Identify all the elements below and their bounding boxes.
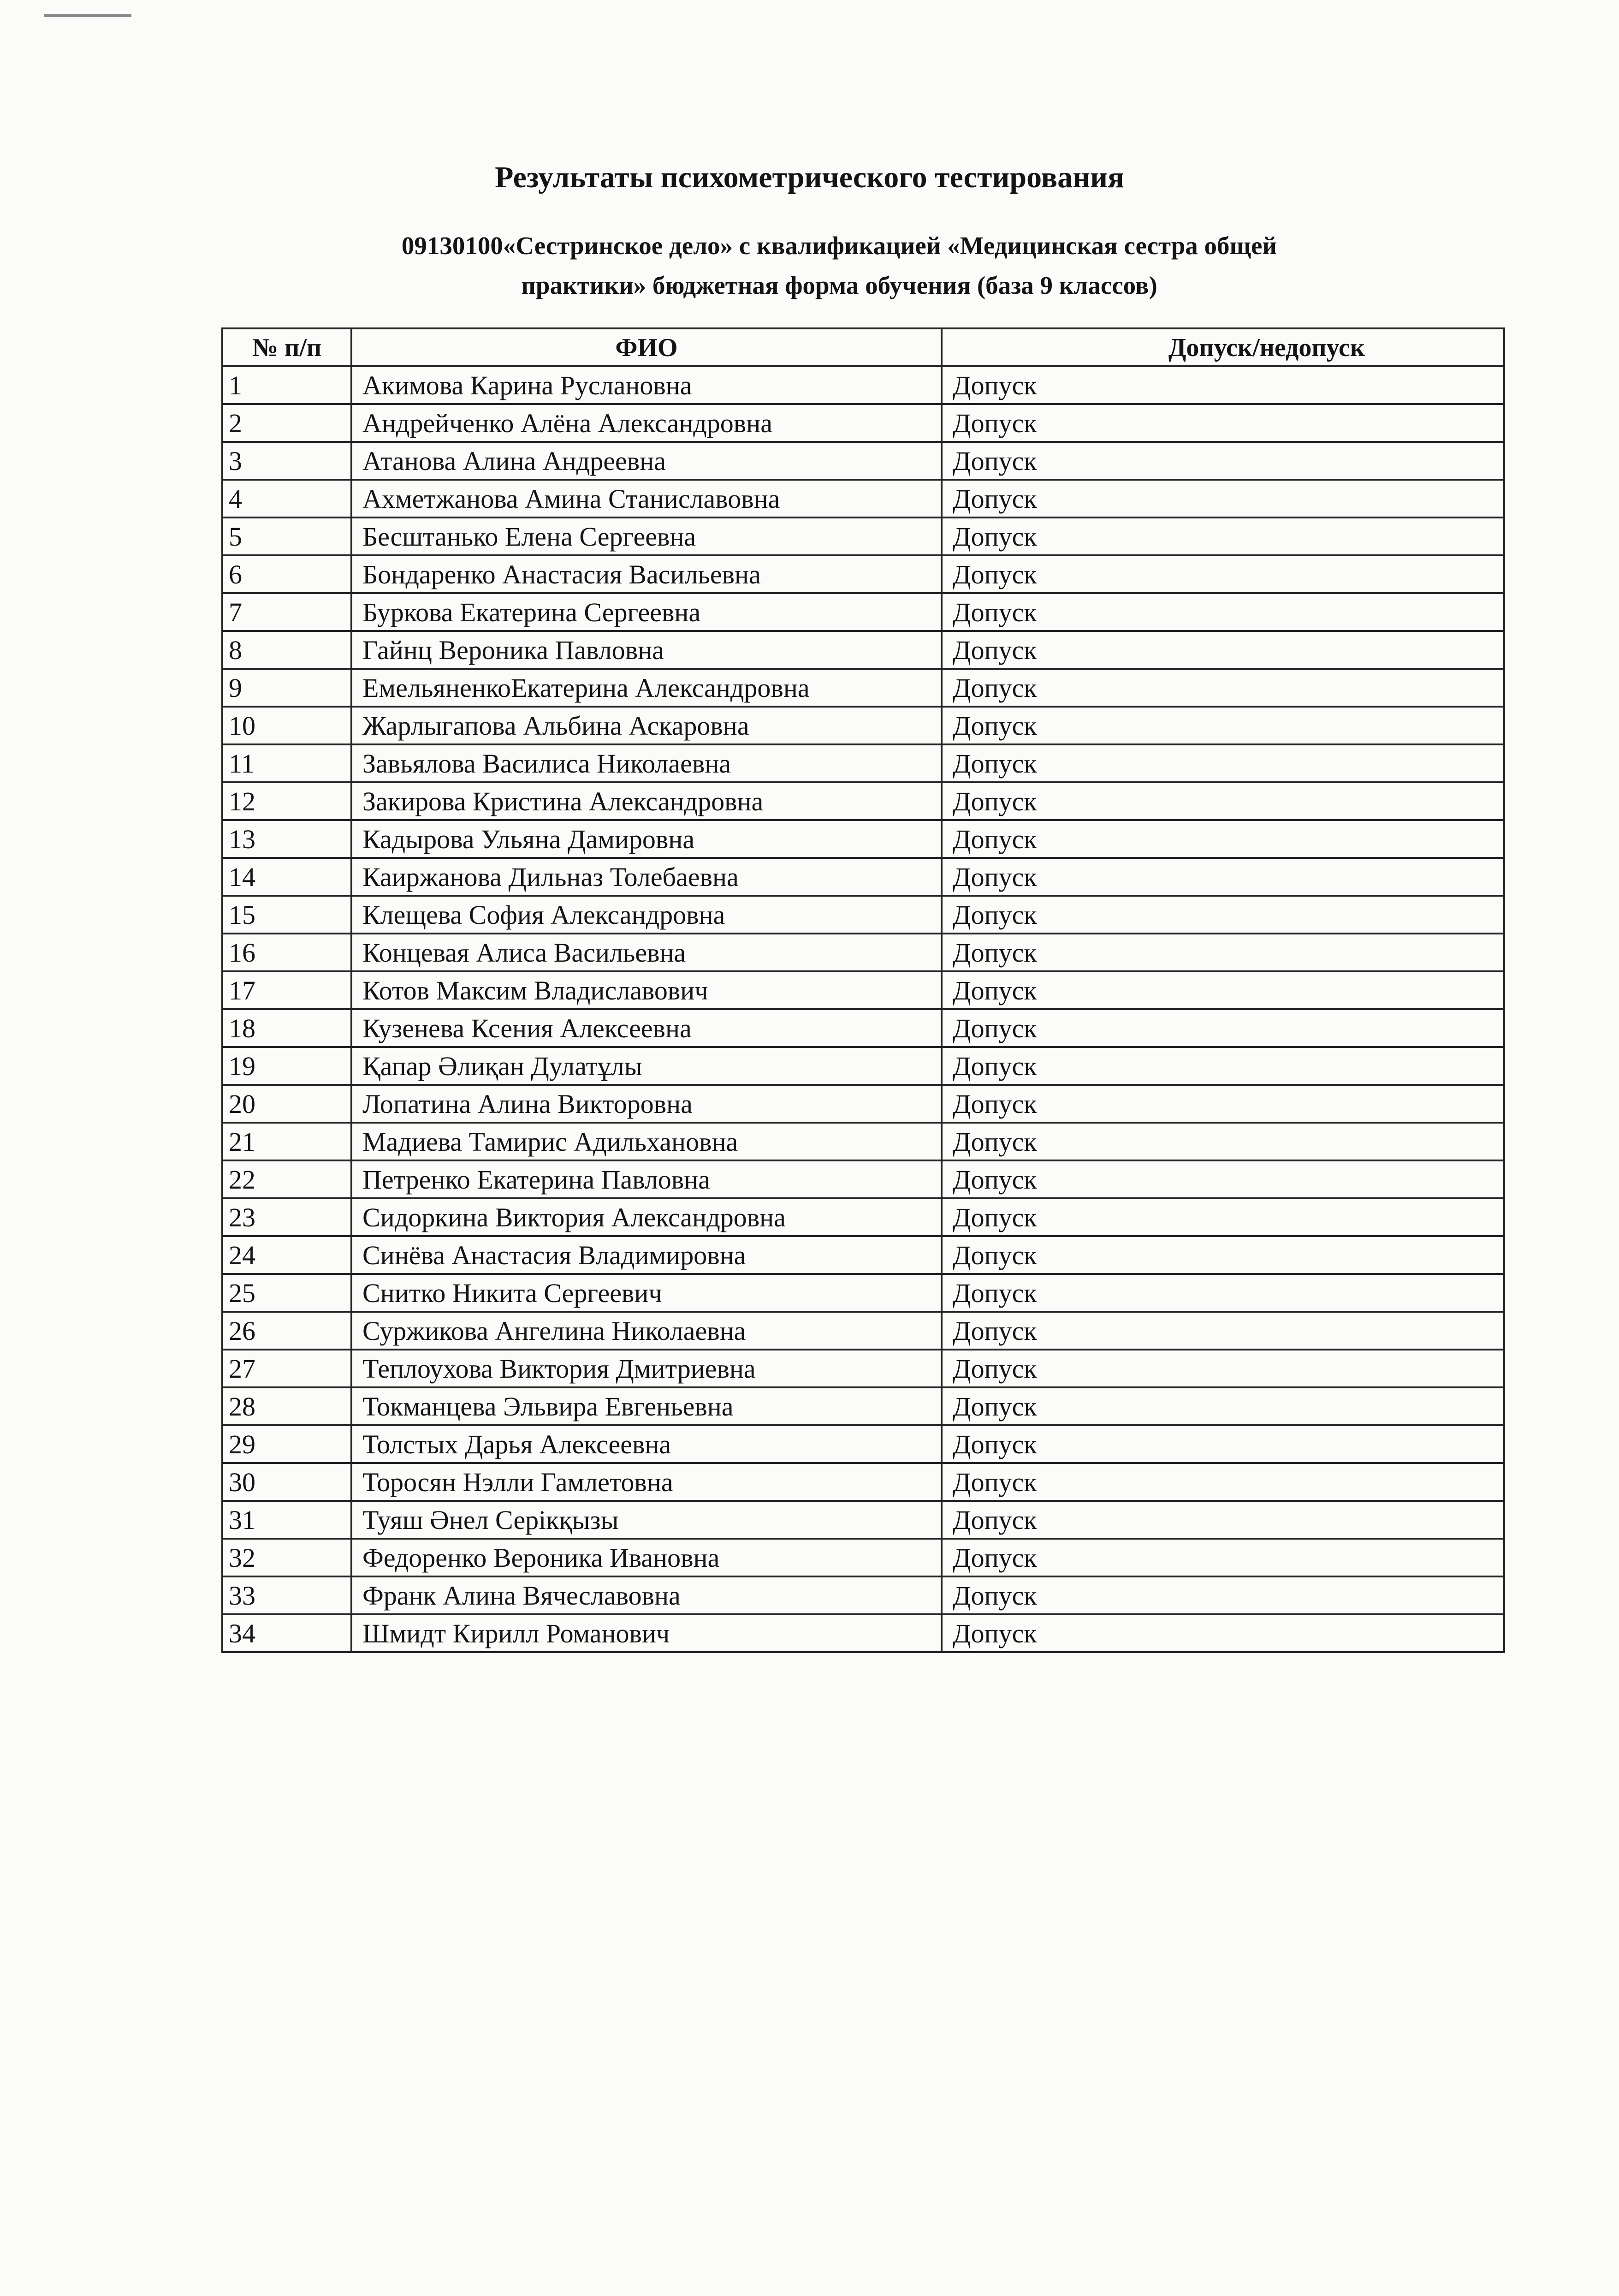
row-number: 34 bbox=[222, 1614, 351, 1652]
row-admission-status: Допуск bbox=[942, 1614, 1504, 1652]
row-admission-status: Допуск bbox=[942, 1047, 1504, 1085]
row-admission-status: Допуск bbox=[942, 934, 1504, 971]
row-number: 13 bbox=[222, 820, 351, 858]
row-admission-status: Допуск bbox=[942, 1236, 1504, 1274]
row-admission-status: Допуск bbox=[942, 1160, 1504, 1198]
row-full-name: Каиржанова Дильназ Толебаевна bbox=[351, 858, 942, 896]
header-admission: Допуск/недопуск bbox=[942, 328, 1504, 366]
row-full-name: Закирова Кристина Александровна bbox=[351, 782, 942, 820]
row-admission-status: Допуск bbox=[942, 858, 1504, 896]
table-row bbox=[222, 1614, 1504, 1652]
row-full-name: Кузенева Ксения Алексеевна bbox=[351, 1009, 942, 1047]
row-number: 19 bbox=[222, 1047, 351, 1085]
table-row bbox=[222, 820, 1504, 858]
table-row bbox=[222, 896, 1504, 934]
row-admission-status: Допуск bbox=[942, 707, 1504, 744]
table-row bbox=[222, 442, 1504, 480]
row-admission-status: Допуск bbox=[942, 1009, 1504, 1047]
table-row bbox=[222, 934, 1504, 971]
table-row bbox=[222, 1576, 1504, 1614]
table-row bbox=[222, 1047, 1504, 1085]
table-row bbox=[222, 744, 1504, 782]
row-number: 11 bbox=[222, 744, 351, 782]
results-table bbox=[221, 327, 1505, 1653]
row-admission-status: Допуск bbox=[942, 1123, 1504, 1160]
row-number: 33 bbox=[222, 1576, 351, 1614]
row-full-name: Акимова Карина Руслановна bbox=[351, 366, 942, 404]
row-admission-status: Допуск bbox=[942, 517, 1504, 555]
row-number: 16 bbox=[222, 934, 351, 971]
row-admission-status: Допуск bbox=[942, 1350, 1504, 1387]
table-row bbox=[222, 631, 1504, 669]
row-number: 14 bbox=[222, 858, 351, 896]
row-number: 12 bbox=[222, 782, 351, 820]
row-number: 27 bbox=[222, 1350, 351, 1387]
row-admission-status: Допуск bbox=[942, 404, 1504, 442]
table-row bbox=[222, 593, 1504, 631]
row-number: 10 bbox=[222, 707, 351, 744]
row-number: 25 bbox=[222, 1274, 351, 1312]
table-row bbox=[222, 1387, 1504, 1425]
table-row bbox=[222, 1425, 1504, 1463]
row-full-name: Кадырова Ульяна Дамировна bbox=[351, 820, 942, 858]
row-number: 30 bbox=[222, 1463, 351, 1501]
row-number: 20 bbox=[222, 1085, 351, 1123]
row-admission-status: Допуск bbox=[942, 1312, 1504, 1350]
row-full-name: Жарлыгапова Альбина Аскаровна bbox=[351, 707, 942, 744]
table-row bbox=[222, 366, 1504, 404]
table-row bbox=[222, 707, 1504, 744]
row-number: 24 bbox=[222, 1236, 351, 1274]
table-row bbox=[222, 1463, 1504, 1501]
row-full-name: Синёва Анастасия Владимировна bbox=[351, 1236, 942, 1274]
table-row bbox=[222, 1274, 1504, 1312]
row-full-name: Суржикова Ангелина Николаевна bbox=[351, 1312, 942, 1350]
row-number: 23 bbox=[222, 1198, 351, 1236]
row-number: 6 bbox=[222, 555, 351, 593]
row-full-name: Завьялова Василиса Николаевна bbox=[351, 744, 942, 782]
row-full-name: Концевая Алиса Васильевна bbox=[351, 934, 942, 971]
table-row bbox=[222, 480, 1504, 517]
table-row bbox=[222, 858, 1504, 896]
row-admission-status: Допуск bbox=[942, 896, 1504, 934]
row-full-name: Торосян Нэлли Гамлетовна bbox=[351, 1463, 942, 1501]
row-admission-status: Допуск bbox=[942, 971, 1504, 1009]
row-full-name: Сидоркина Виктория Александровна bbox=[351, 1198, 942, 1236]
row-full-name: Гайнц Вероника Павловна bbox=[351, 631, 942, 669]
row-number: 29 bbox=[222, 1425, 351, 1463]
row-admission-status: Допуск bbox=[942, 593, 1504, 631]
table-row bbox=[222, 1123, 1504, 1160]
row-admission-status: Допуск bbox=[942, 744, 1504, 782]
row-number: 17 bbox=[222, 971, 351, 1009]
table-body bbox=[222, 366, 1504, 1652]
row-admission-status: Допуск bbox=[942, 555, 1504, 593]
table-row bbox=[222, 1009, 1504, 1047]
table-row bbox=[222, 1350, 1504, 1387]
row-admission-status: Допуск bbox=[942, 1085, 1504, 1123]
row-full-name: Туяш Әнел Серікқызы bbox=[351, 1501, 942, 1539]
row-number: 18 bbox=[222, 1009, 351, 1047]
table-row bbox=[222, 1085, 1504, 1123]
row-number: 2 bbox=[222, 404, 351, 442]
table-row bbox=[222, 1539, 1504, 1576]
row-admission-status: Допуск bbox=[942, 1539, 1504, 1576]
row-full-name: Бесштанько Елена Сергеевна bbox=[351, 517, 942, 555]
row-full-name: Котов Максим Владиславович bbox=[351, 971, 942, 1009]
table-row bbox=[222, 971, 1504, 1009]
row-full-name: Снитко Никита Сергеевич bbox=[351, 1274, 942, 1312]
table-row bbox=[222, 782, 1504, 820]
row-full-name: ЕмельяненкоЕкатерина Александровна bbox=[351, 669, 942, 707]
row-full-name: Андрейченко Алёна Александровна bbox=[351, 404, 942, 442]
row-admission-status: Допуск bbox=[942, 631, 1504, 669]
subtitle-line-2: практики» бюджетная форма обучения (база 9 классов) bbox=[521, 271, 1157, 299]
row-admission-status: Допуск bbox=[942, 442, 1504, 480]
table-row bbox=[222, 555, 1504, 593]
row-full-name: Теплоухова Виктория Дмитриевна bbox=[351, 1350, 942, 1387]
table-row bbox=[222, 517, 1504, 555]
row-number: 32 bbox=[222, 1539, 351, 1576]
row-full-name: Қапар Әлиқан Дулатұлы bbox=[351, 1047, 942, 1085]
row-admission-status: Допуск bbox=[942, 782, 1504, 820]
row-full-name: Буркова Екатерина Сергеевна bbox=[351, 593, 942, 631]
row-full-name: Бондаренко Анастасия Васильевна bbox=[351, 555, 942, 593]
table-row bbox=[222, 1160, 1504, 1198]
row-admission-status: Допуск bbox=[942, 1198, 1504, 1236]
row-full-name: Толстых Дарья Алексеевна bbox=[351, 1425, 942, 1463]
header-number: № п/п bbox=[222, 328, 351, 366]
page-subtitle bbox=[240, 226, 1439, 305]
row-number: 26 bbox=[222, 1312, 351, 1350]
row-admission-status: Допуск bbox=[942, 1387, 1504, 1425]
row-full-name: Ахметжанова Амина Станиславовна bbox=[351, 480, 942, 517]
row-full-name: Токманцева Эльвира Евгеньевна bbox=[351, 1387, 942, 1425]
row-full-name: Клещева София Александровна bbox=[351, 896, 942, 934]
row-admission-status: Допуск bbox=[942, 480, 1504, 517]
row-number: 9 bbox=[222, 669, 351, 707]
row-number: 21 bbox=[222, 1123, 351, 1160]
table-row bbox=[222, 1236, 1504, 1274]
row-number: 5 bbox=[222, 517, 351, 555]
table-row bbox=[222, 669, 1504, 707]
corner-pencil-mark bbox=[44, 14, 131, 17]
table-row bbox=[222, 1501, 1504, 1539]
table-row bbox=[222, 1198, 1504, 1236]
subtitle-line-1: 09130100«Сестринское дело» с квалификацией «Медицинская сестра общей bbox=[401, 232, 1277, 260]
table-row bbox=[222, 404, 1504, 442]
row-number: 22 bbox=[222, 1160, 351, 1198]
row-full-name: Шмидт Кирилл Романович bbox=[351, 1614, 942, 1652]
row-admission-status: Допуск bbox=[942, 366, 1504, 404]
page-title: Результаты психометрического тестирования bbox=[495, 161, 1124, 194]
row-admission-status: Допуск bbox=[942, 1576, 1504, 1614]
row-admission-status: Допуск bbox=[942, 1463, 1504, 1501]
table-header-row bbox=[222, 328, 1504, 366]
row-number: 28 bbox=[222, 1387, 351, 1425]
row-admission-status: Допуск bbox=[942, 820, 1504, 858]
row-full-name: Франк Алина Вячеславовна bbox=[351, 1576, 942, 1614]
row-admission-status: Допуск bbox=[942, 1274, 1504, 1312]
row-full-name: Петренко Екатерина Павловна bbox=[351, 1160, 942, 1198]
row-number: 8 bbox=[222, 631, 351, 669]
header-full-name: ФИО bbox=[351, 328, 942, 366]
row-number: 7 bbox=[222, 593, 351, 631]
row-number: 3 bbox=[222, 442, 351, 480]
row-full-name: Лопатина Алина Викторовна bbox=[351, 1085, 942, 1123]
row-full-name: Атанова Алина Андреевна bbox=[351, 442, 942, 480]
row-number: 31 bbox=[222, 1501, 351, 1539]
row-number: 15 bbox=[222, 896, 351, 934]
row-admission-status: Допуск bbox=[942, 1425, 1504, 1463]
row-full-name: Федоренко Вероника Ивановна bbox=[351, 1539, 942, 1576]
row-admission-status: Допуск bbox=[942, 1501, 1504, 1539]
row-number: 4 bbox=[222, 480, 351, 517]
row-number: 1 bbox=[222, 366, 351, 404]
table-row bbox=[222, 1312, 1504, 1350]
row-admission-status: Допуск bbox=[942, 669, 1504, 707]
row-full-name: Мадиева Тамирис Адильхановна bbox=[351, 1123, 942, 1160]
